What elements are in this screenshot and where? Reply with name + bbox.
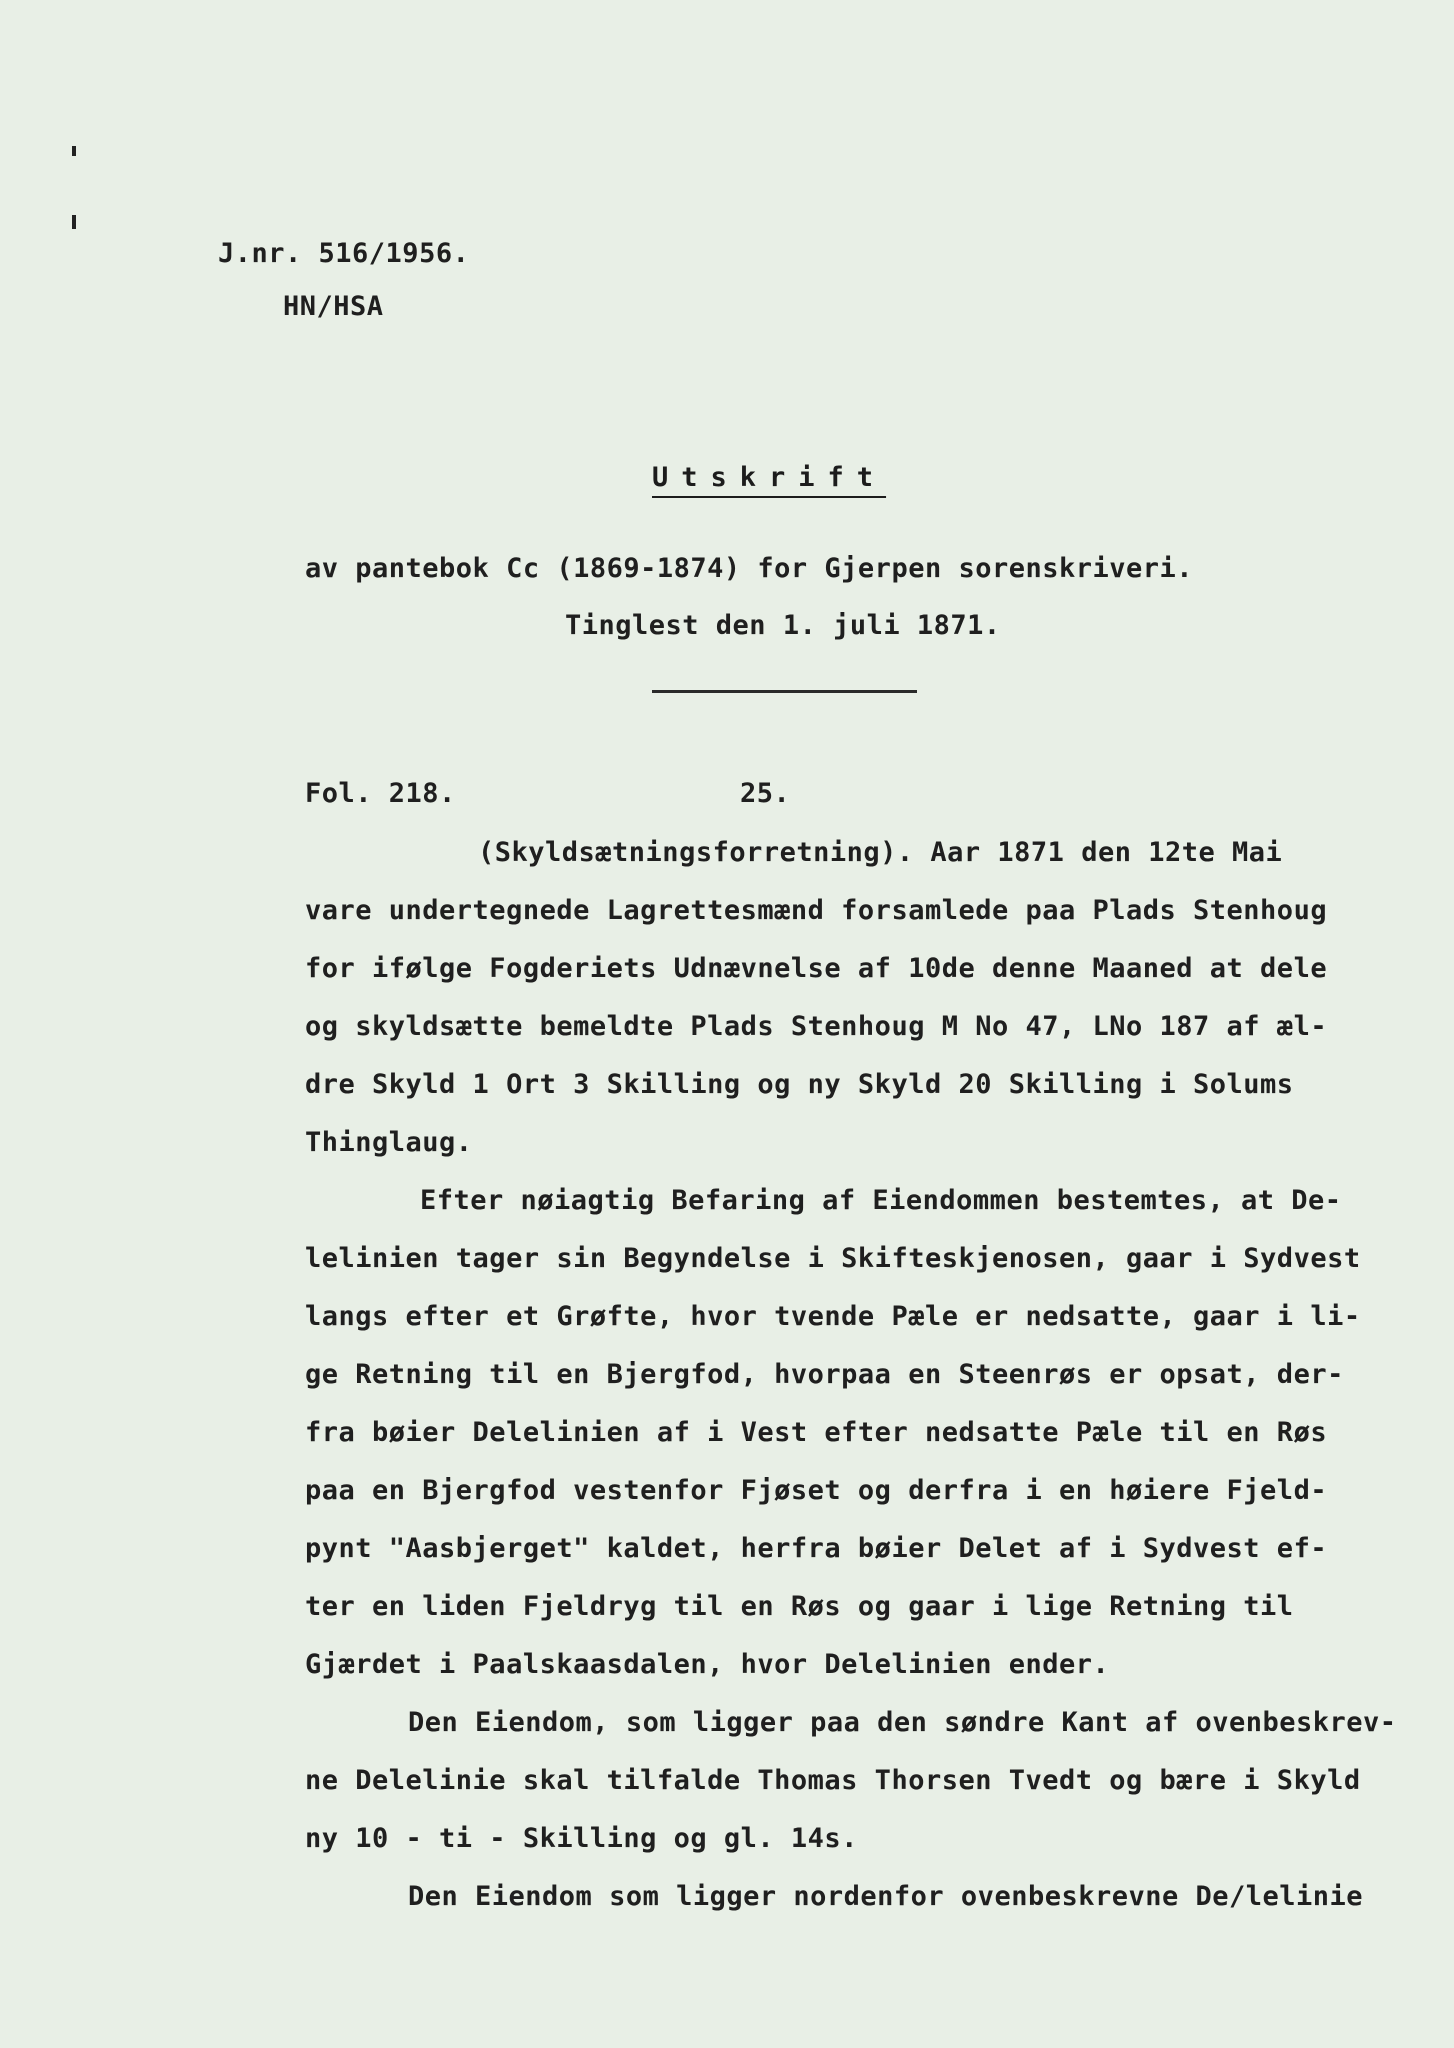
margin-mark-top — [72, 146, 76, 156]
body-line: ne Delelinie skal tilfalde Thomas Thorsen Tvedt og bære i Skyld — [305, 1765, 1361, 1796]
margin-mark-bottom — [72, 215, 76, 229]
folio-number: Fol. 218. — [305, 778, 456, 809]
body-line: Efter nøiagtig Befaring af Eiendommen bestemtes, at De- — [420, 1185, 1342, 1216]
body-line: Gjærdet i Paalskaasdalen, hvor Delelinien ender. — [305, 1649, 1110, 1680]
subtitle-line-2: Tinglest den 1. juli 1871. — [565, 610, 1001, 641]
body-line: paa en Bjergfod vestenfor Fjøset og derfra i en høiere Fjeld- — [305, 1475, 1328, 1506]
journal-number: J.nr. 516/1956. — [218, 238, 470, 269]
body-line: pynt "Aasbjerget" kaldet, herfra bøier Delet af i Sydvest ef- — [305, 1533, 1328, 1564]
body-line: langs efter et Grøfte, hvor tvende Pæle er nedsatte, gaar i li- — [305, 1301, 1361, 1332]
body-line: fra bøier Delelinien af i Vest efter nedsatte Pæle til en Røs — [305, 1417, 1328, 1448]
body-line: dre Skyld 1 Ort 3 Skilling og ny Skyld 20 Skilling i Solums — [305, 1069, 1294, 1100]
body-line: ny 10 - ti - Skilling og gl. 14s. — [305, 1823, 858, 1854]
divider-rule — [652, 690, 917, 693]
body-line: vare undertegnede Lagrettesmænd forsamlede paa Plads Stenhoug — [305, 895, 1328, 926]
body-line: Thinglaug. — [305, 1127, 473, 1158]
body-line: Den Eiendom som ligger nordenfor ovenbeskrevne De/lelinie — [408, 1881, 1364, 1912]
body-line: for ifølge Fogderiets Udnævnelse af 10de denne Maaned at dele — [305, 953, 1328, 984]
body-line: (Skyldsætningsforretning). Aar 1871 den 12te Mai — [478, 837, 1283, 868]
body-line: lelinien tager sin Begyndelse i Skifteskjenosen, gaar i Sydvest — [305, 1243, 1361, 1274]
entry-number: 25. — [740, 778, 791, 809]
subtitle-line-1: av pantebok Cc (1869-1874) for Gjerpen sorenskriveri. — [305, 553, 1194, 584]
body-line: ter en liden Fjeldryg til en Røs og gaar i lige Retning til — [305, 1591, 1294, 1622]
body-line: Den Eiendom, som ligger paa den søndre Kant af ovenbeskrev- — [408, 1707, 1397, 1738]
body-line: og skyldsætte bemeldte Plads Stenhoug M No 47, LNo 187 af æl- — [305, 1011, 1328, 1042]
initials: HN/HSA — [283, 291, 384, 322]
body-line: ge Retning til en Bjergfod, hvorpaa en Steenrøs er opsat, der- — [305, 1359, 1344, 1390]
document-title: Utskrift — [652, 462, 887, 493]
